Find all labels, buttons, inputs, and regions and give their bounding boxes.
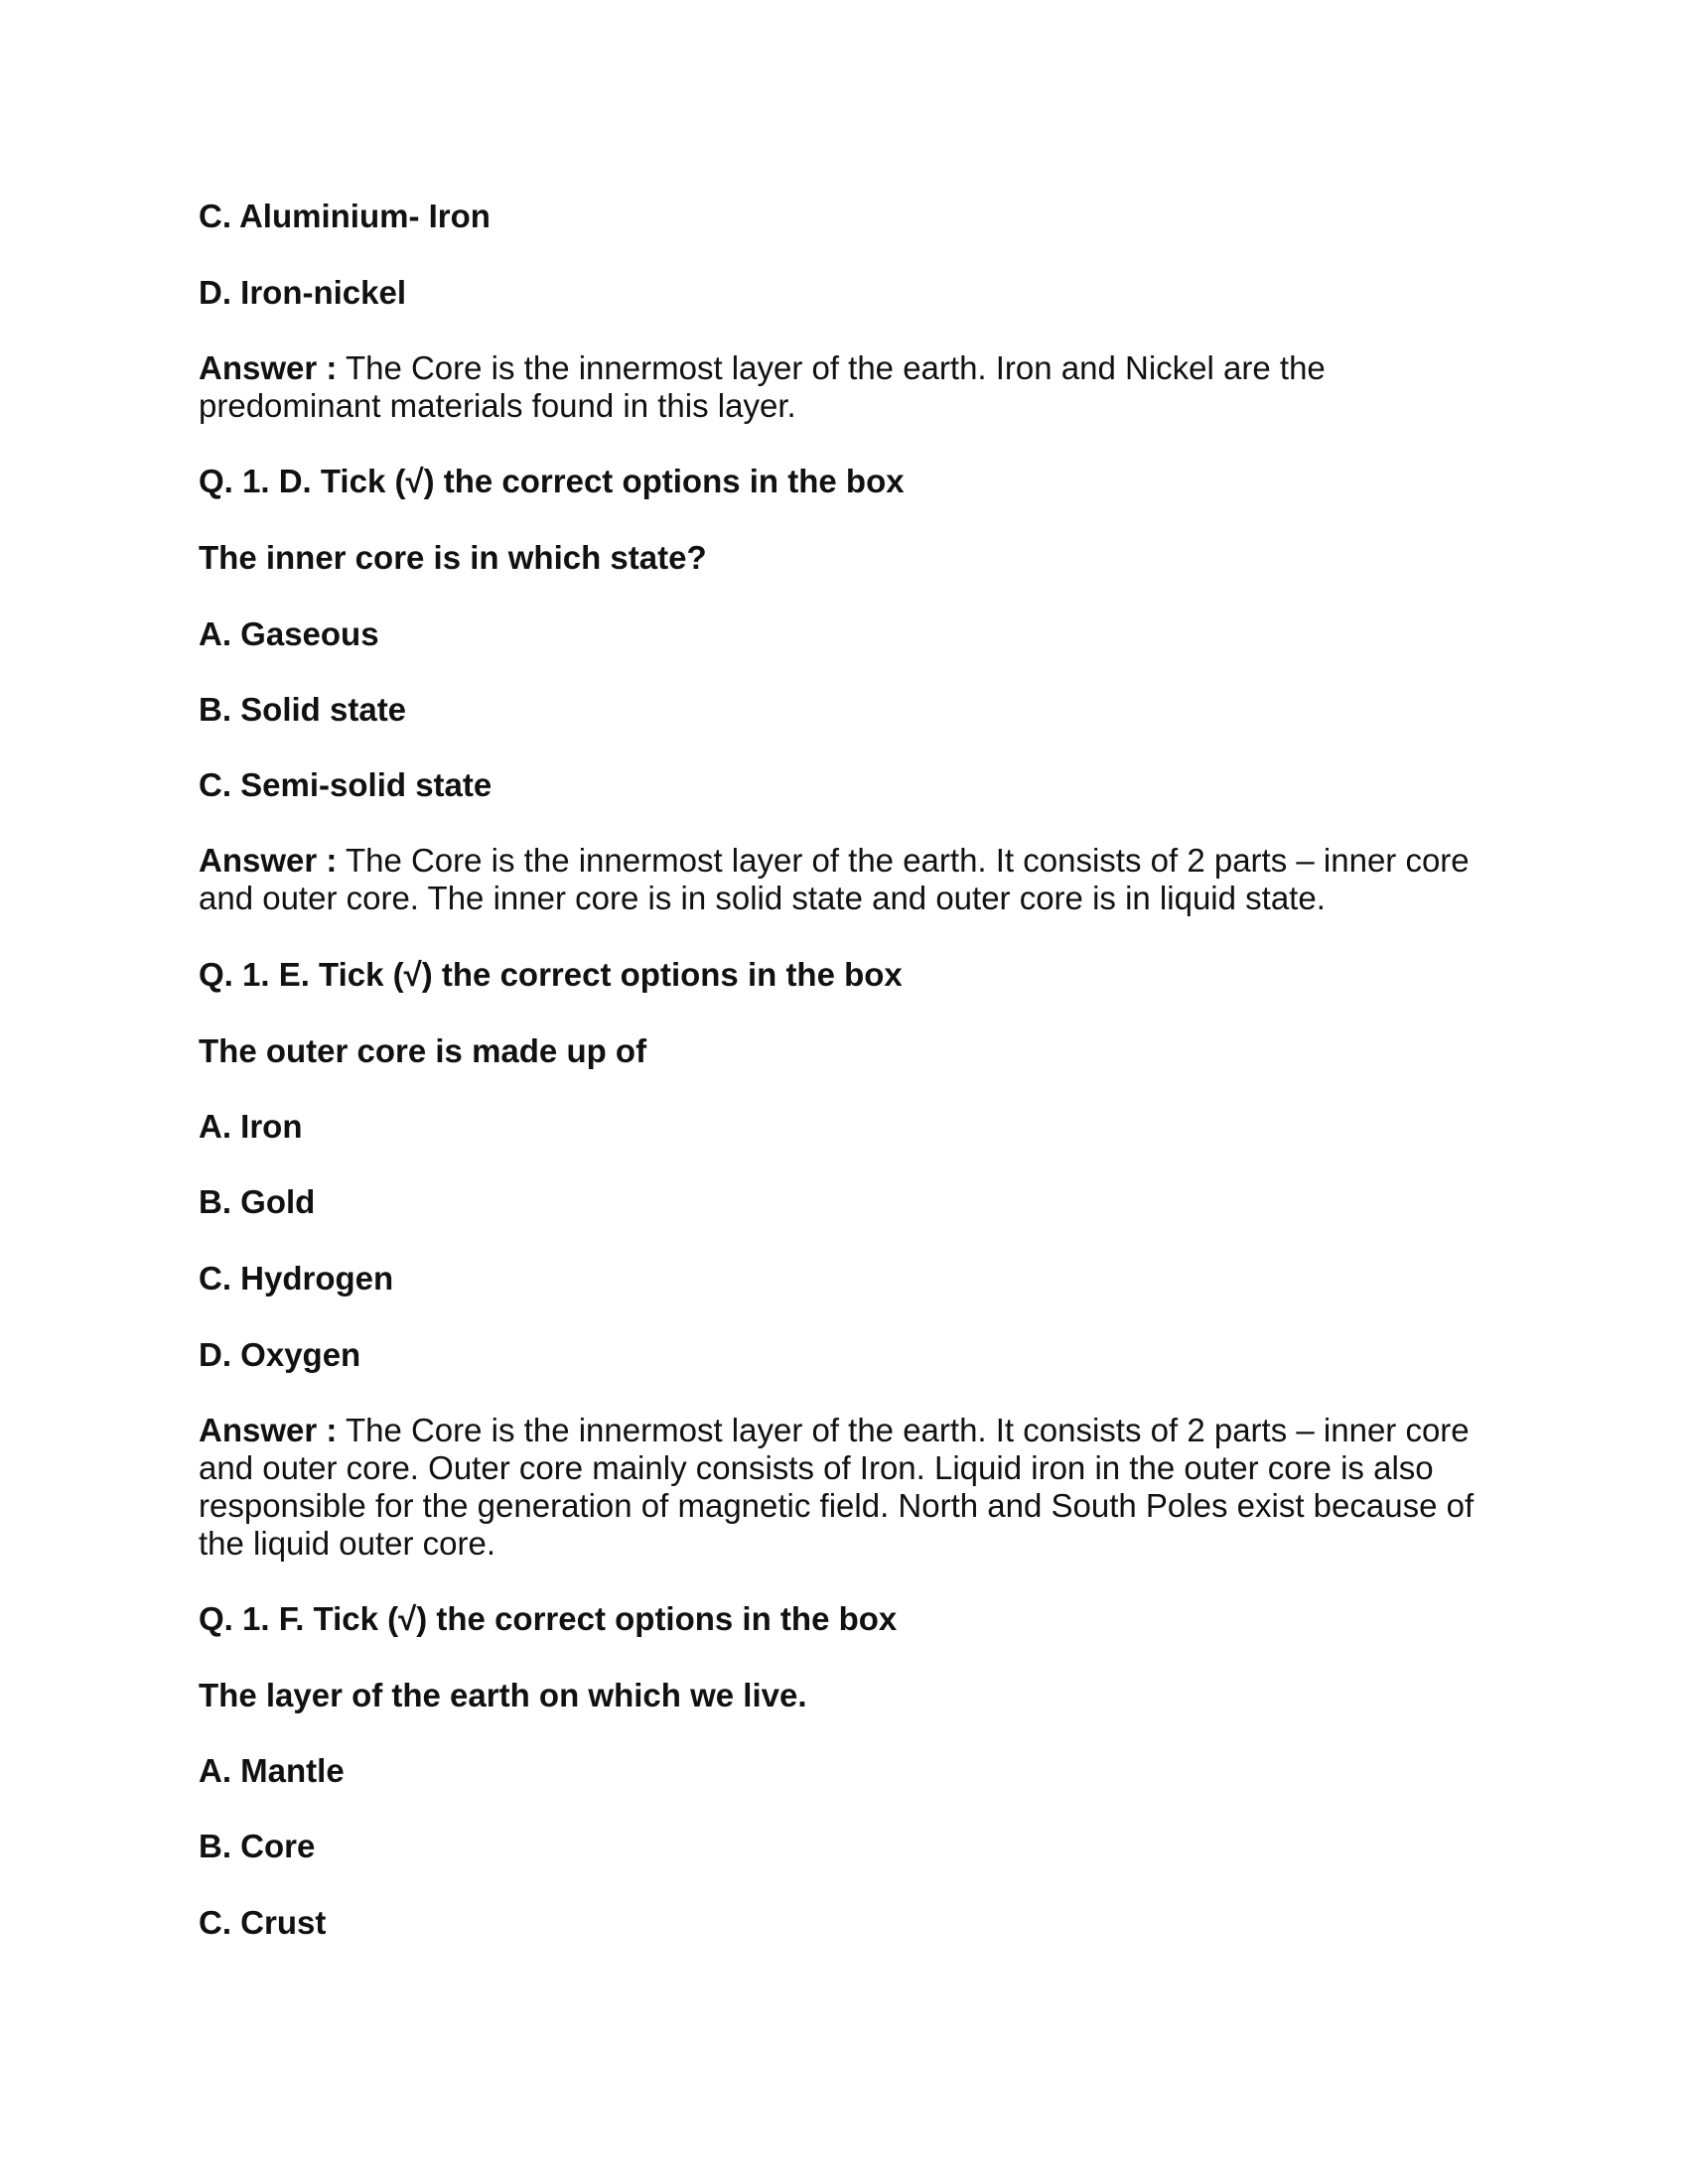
option-c-semi-solid-state: C. Semi-solid state	[199, 766, 492, 803]
option-d-iron-nickel: D. Iron-nickel	[199, 274, 407, 311]
answer-text: The Core is the innermost layer of the earth. It consists of 2 parts – inner core and outer core. Outer core mainly consists of Iron. Liquid iron in the outer core is also responsible for the generation of magnetic field. North and South Poles exist because of the liquid outer core.	[199, 1412, 1475, 1562]
answer-label: Answer :	[199, 842, 338, 879]
answer-label: Answer :	[199, 1412, 338, 1448]
option-a-mantle: A. Mantle	[199, 1752, 345, 1789]
answer-text: The Core is the innermost layer of the earth. Iron and Nickel are the predominant materials found in this layer.	[199, 349, 1326, 424]
option-d-oxygen: D. Oxygen	[199, 1336, 361, 1373]
answer-label: Answer :	[199, 349, 338, 386]
question-1f-prompt: The layer of the earth on which we live.	[199, 1677, 807, 1713]
question-1e-heading: Q. 1. E. Tick (√) the correct options in the box	[199, 956, 903, 993]
question-1f-heading: Q. 1. F. Tick (√) the correct options in the box	[199, 1600, 898, 1637]
question-1d-prompt: The inner core is in which state?	[199, 539, 707, 576]
answer-text: The Core is the innermost layer of the earth. It consists of 2 parts – inner core and outer core. The inner core is in solid state and outer core is in liquid state.	[199, 842, 1470, 916]
question-1e-prompt: The outer core is made up of	[199, 1032, 647, 1069]
option-b-gold: B. Gold	[199, 1183, 316, 1220]
answer-paragraph-2	[199, 842, 1489, 917]
option-b-core: B. Core	[199, 1828, 316, 1864]
option-b-solid-state: B. Solid state	[199, 691, 407, 728]
answer-paragraph-1	[199, 349, 1489, 425]
option-c-aluminium-iron: C. Aluminium- Iron	[199, 198, 491, 234]
option-c-hydrogen: C. Hydrogen	[199, 1260, 394, 1297]
answer-paragraph-3	[199, 1412, 1489, 1563]
option-a-gaseous: A. Gaseous	[199, 615, 379, 652]
question-1d-heading: Q. 1. D. Tick (√) the correct options in the box	[199, 463, 905, 499]
option-a-iron: A. Iron	[199, 1108, 303, 1145]
option-c-crust: C. Crust	[199, 1904, 327, 1941]
